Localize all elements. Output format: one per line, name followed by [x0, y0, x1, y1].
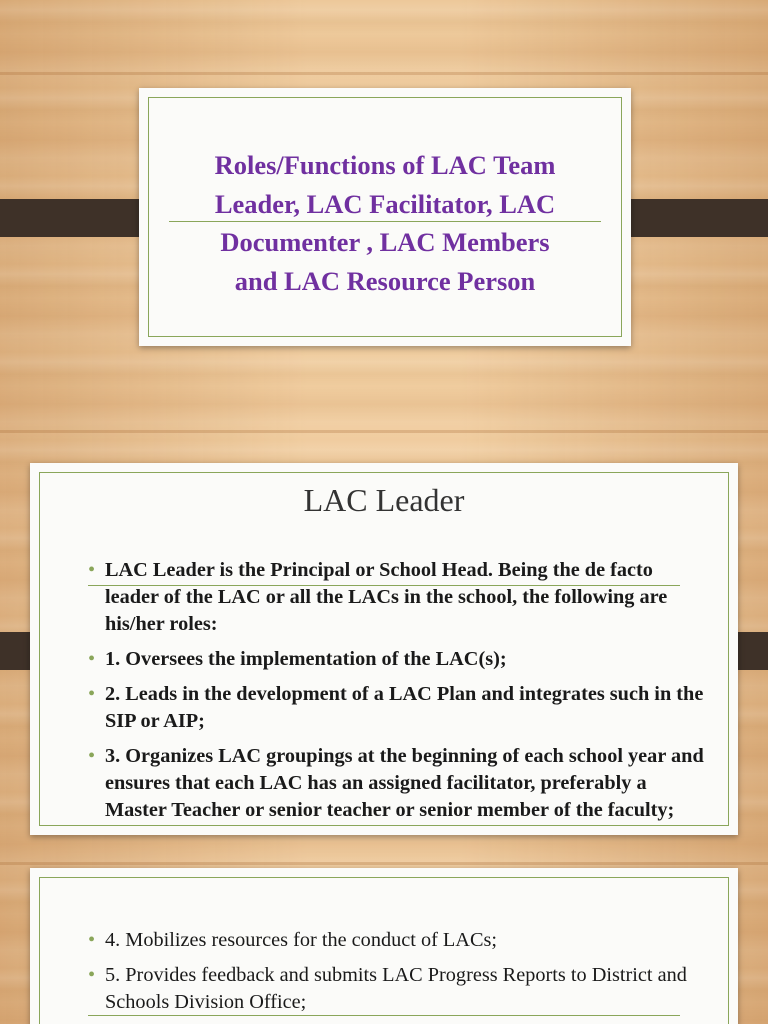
- bullet-item: [88, 681, 708, 735]
- wood-plank-seam: [0, 862, 768, 865]
- bullet-icon: •: [88, 964, 96, 986]
- lac-leader-slide: [30, 463, 738, 835]
- title-slide: [139, 88, 631, 346]
- bullet-text: 1. Oversees the implementation of the LAC(s);: [105, 648, 507, 670]
- bullet-item: [88, 743, 708, 824]
- bullet-item: [88, 557, 708, 638]
- title-line: Roles/Functions of LAC Team: [214, 150, 556, 180]
- bullet-list: [88, 927, 708, 1024]
- continuation-slide: [30, 868, 738, 1024]
- bullet-item: [88, 646, 708, 673]
- wood-plank-seam: [0, 430, 768, 433]
- bullet-item: [88, 962, 708, 1016]
- bullet-list: [88, 557, 708, 832]
- bullet-icon: •: [88, 559, 96, 581]
- slide-heading: LAC Leader: [303, 482, 465, 518]
- bullet-text: 4. Mobilizes resources for the conduct of LACs;: [105, 929, 498, 951]
- bullet-text: LAC Leader is the Principal or School Head. Being the de facto leader of the LAC or all the LACs in the school, the following are his/her roles:: [105, 559, 668, 635]
- wood-plank-seam: [0, 72, 768, 75]
- bullet-text: 5. Provides feedback and submits LAC Progress Reports to District and Schools Division Office;: [105, 964, 687, 1013]
- title-line: and LAC Resource Person: [234, 265, 536, 296]
- title-line: Documenter , LAC Members: [220, 227, 550, 257]
- bullet-icon: •: [88, 683, 96, 705]
- bullet-item: [88, 927, 708, 954]
- slide-title: [159, 146, 611, 300]
- bullet-text: 2. Leads in the development of a LAC Plan and integrates such in the SIP or AIP;: [105, 683, 704, 732]
- right-decor-bar: [613, 199, 768, 237]
- bullet-icon: •: [88, 929, 96, 951]
- left-decor-bar: [0, 199, 156, 237]
- bullet-icon: •: [88, 745, 96, 767]
- title-line: Leader, LAC Facilitator, LAC: [214, 188, 556, 219]
- bullet-text: 3. Organizes LAC groupings at the beginning of each school year and ensures that each LAC has an assigned facilitator, preferably a Master Teacher or senior teacher or senior member of the faculty;: [105, 745, 704, 821]
- bullet-icon: •: [88, 648, 96, 670]
